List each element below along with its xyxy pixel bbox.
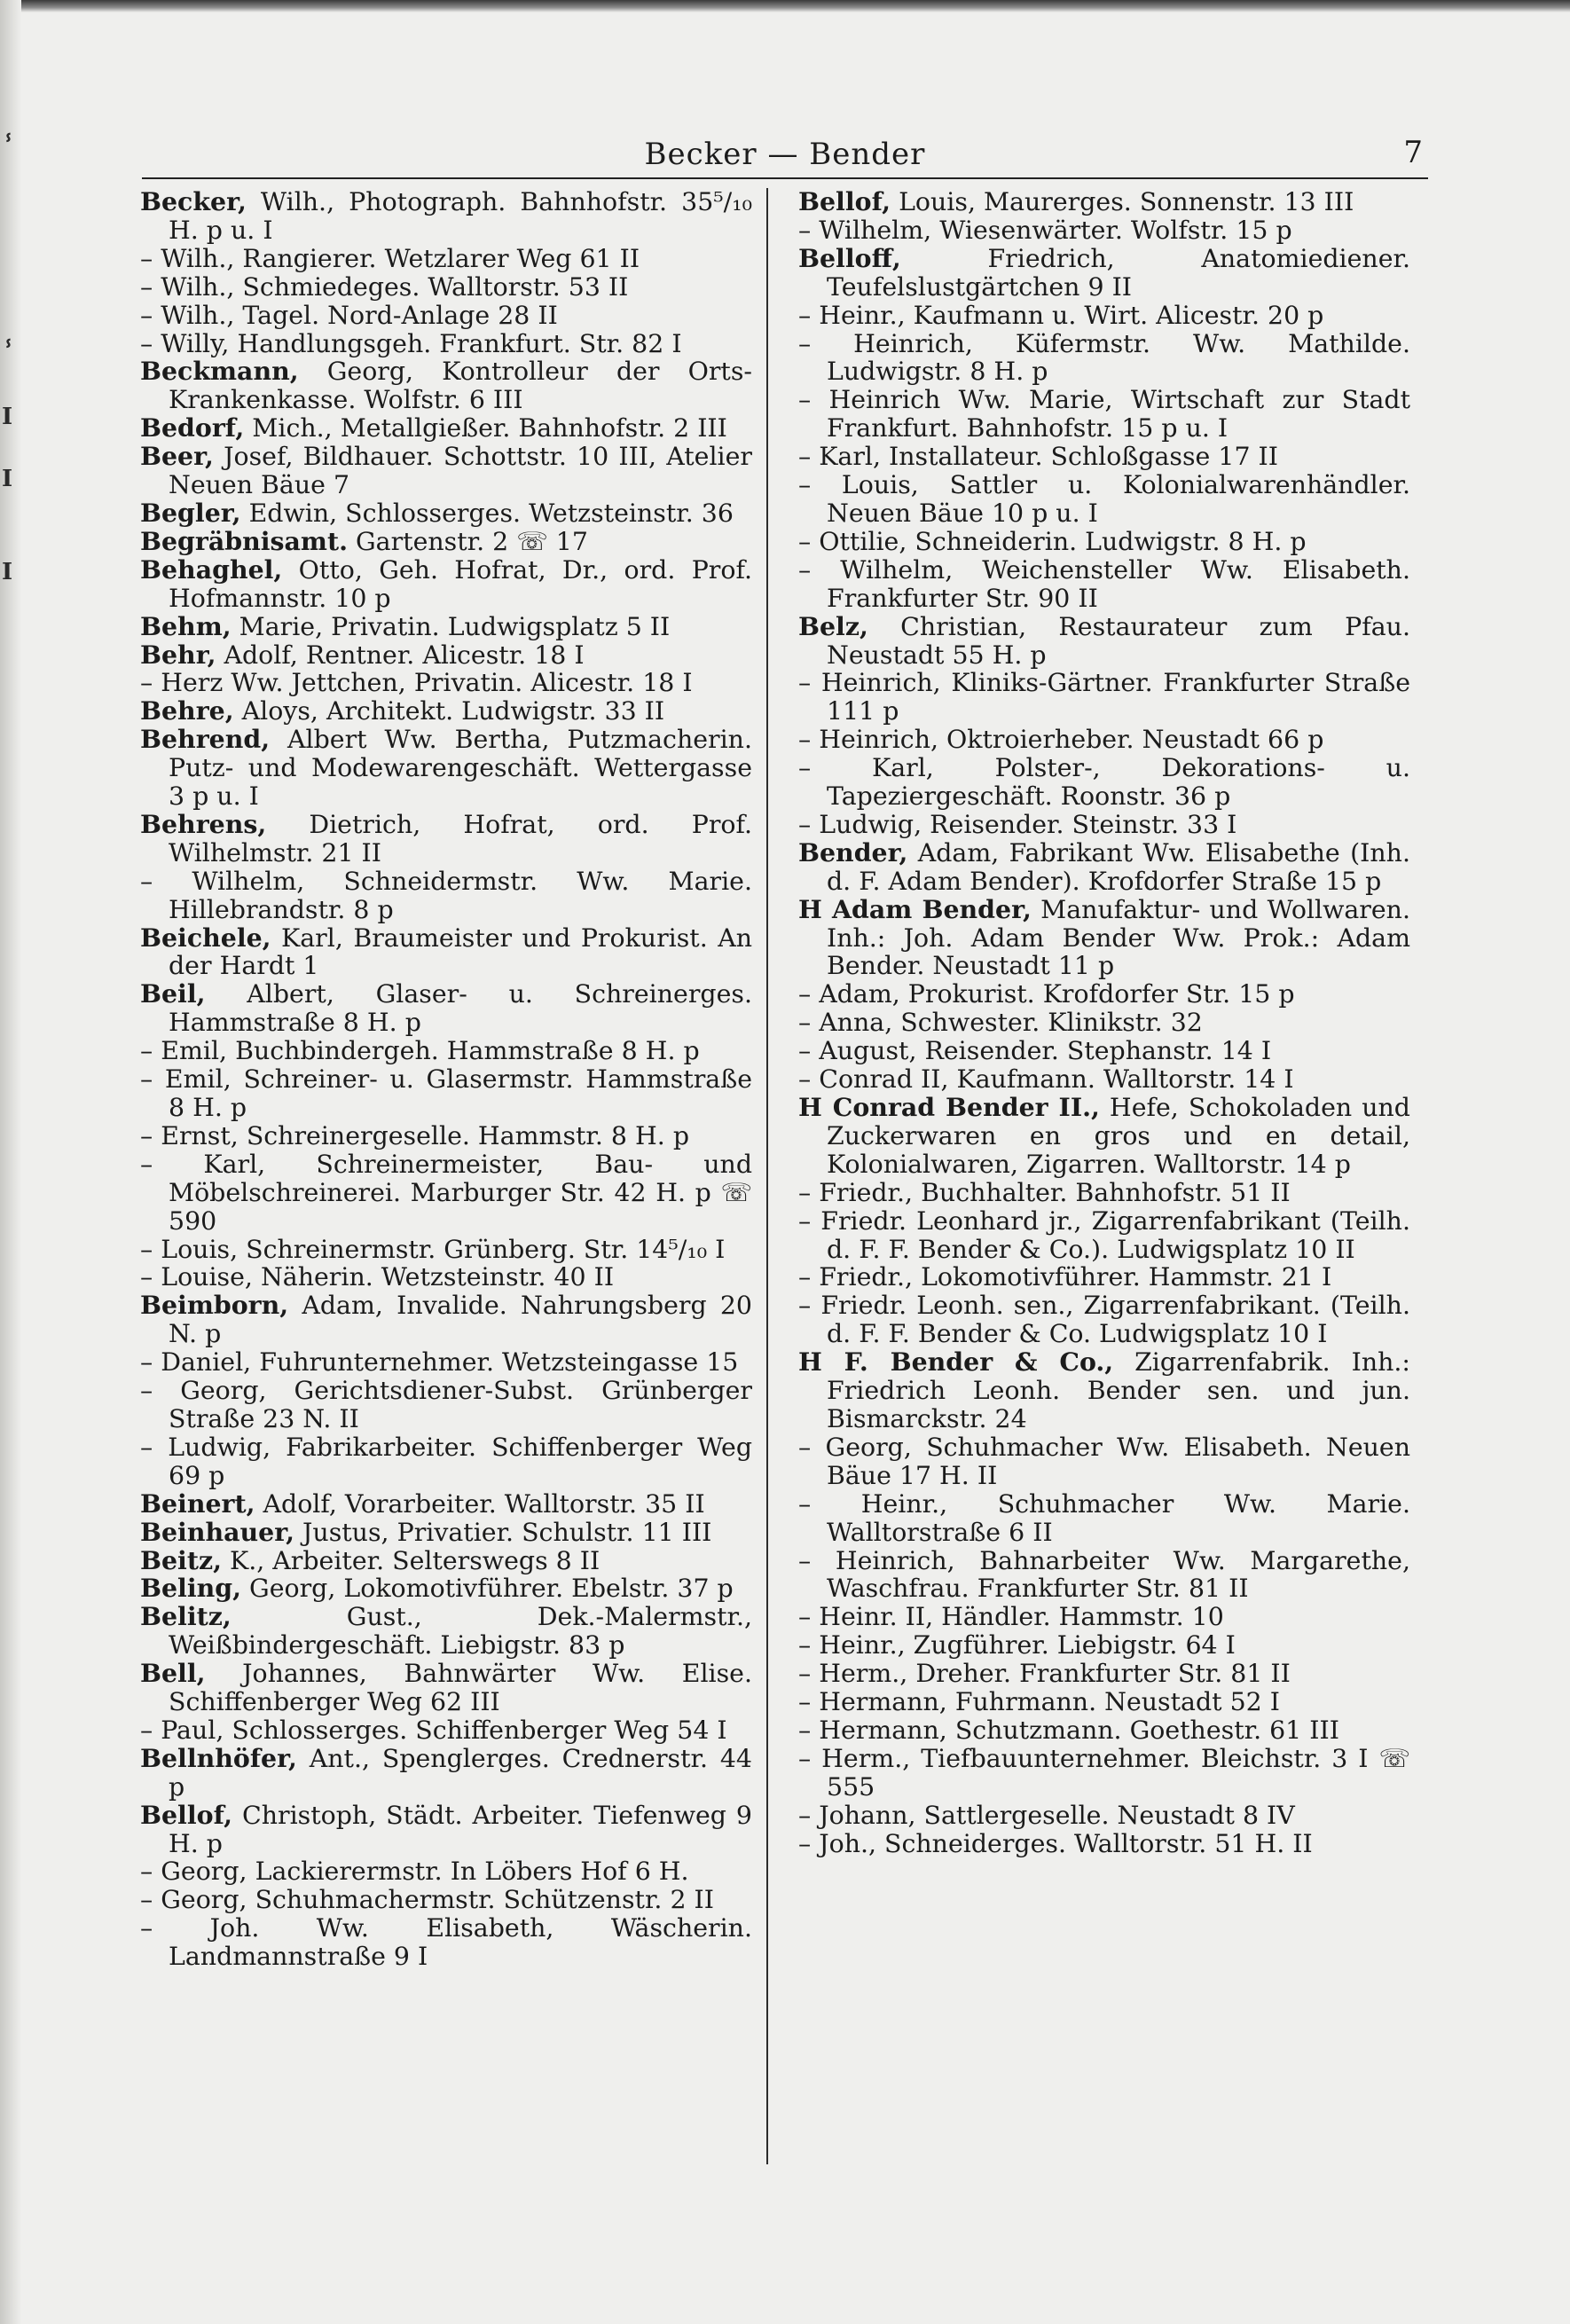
directory-entry: [140, 357, 752, 414]
directory-entry: [798, 1207, 1410, 1264]
directory-entry: [798, 1716, 1410, 1745]
entry-details: – Paul, Schlosserges. Schiffenberger Weg 54 I: [140, 1715, 727, 1745]
entry-details: – Karl, Schreinermeister, Bau- und Möbelschreinerei. Marburger Str. 42 H. p ☏ 590: [140, 1149, 752, 1236]
entry-details: – Herm., Tiefbauunternehmer. Bleichstr. 3 I ☏ 555: [798, 1743, 1410, 1802]
directory-entry: [140, 1857, 752, 1886]
entry-details: – Ernst, Schreinergeselle. Hammstr. 8 H. p: [140, 1120, 690, 1150]
entry-details: Manufaktur- und Wollwaren. Inh.: Joh. Adam Bender Ww. Prok.: Adam Bender. Neustadt 11 p: [827, 894, 1410, 981]
directory-entry: [798, 1660, 1410, 1688]
entry-surname: Begler,: [140, 497, 241, 528]
entry-details: Zigarrenfabrik. Inh.: Friedrich Leonh. Bender sen. und jun. Bismarckstr. 24: [827, 1347, 1410, 1433]
entry-details: – August, Reisender. Stephanstr. 14 I: [798, 1036, 1272, 1066]
entry-surname: Beinhauer,: [140, 1516, 295, 1547]
entry-surname: Behrend,: [140, 724, 271, 755]
entry-details: – Conrad II, Kaufmann. Walltorstr. 14 I: [798, 1064, 1294, 1095]
entry-details: – Heinr. II, Händler. Hammstr. 10: [798, 1602, 1224, 1632]
directory-entry: [798, 1179, 1410, 1207]
entry-details: Johannes, Bahnwärter Ww. Elise. Schiffenberger Weg 62 III: [169, 1659, 752, 1717]
directory-entry: [140, 868, 752, 924]
directory-entry: [140, 1886, 752, 1914]
directory-entry: [798, 1263, 1410, 1292]
entry-surname: H Adam Bender,: [798, 893, 1032, 924]
entry-details: Karl, Braumeister und Prokurist. An der Hardt 1: [169, 923, 752, 981]
directory-entry: [140, 188, 752, 245]
directory-entry: [140, 1742, 752, 1802]
entry-details: – Wilh., Rangierer. Wetzlarer Weg 61 II: [140, 243, 640, 273]
directory-entry: [140, 1377, 752, 1433]
directory-entry: [798, 1292, 1410, 1348]
entry-details: – Friedr. Leonhard jr., Zigarrenfabrikant (Teilh. d. F. F. Bender & Co.). Ludwigsplatz 10 II: [798, 1205, 1410, 1264]
entry-surname: Behaghel,: [140, 554, 283, 585]
left-column: [140, 188, 752, 1971]
entry-surname: H F. Bender & Co.,: [798, 1347, 1114, 1378]
entry-details: Adolf, Rentner. Alicestr. 18 I: [216, 640, 585, 670]
entry-surname: Bellof,: [798, 186, 891, 216]
directory-entry: [798, 980, 1410, 1009]
entry-surname: Bedorf,: [140, 412, 245, 444]
entry-details: – Karl, Installateur. Schloßgasse 17 II: [798, 442, 1278, 472]
entry-surname: Belz,: [798, 610, 868, 641]
directory-entry: [140, 1574, 752, 1603]
edge-mark: ⸯ: [2, 136, 16, 162]
page-number: 7: [1403, 135, 1423, 170]
directory-entry: [798, 893, 1410, 981]
entry-details: Hefe, Schokoladen und Zuckerwaren en gros und en detail, Kolonialwaren, Zigarren. Walltorstr. 14 p: [827, 1093, 1410, 1179]
directory-entry: [798, 528, 1410, 556]
entry-details: – Louis, Sattler u. Kolonialwarenhändler. Neuen Bäue 10 p u. I: [798, 470, 1410, 528]
directory-entry: [140, 697, 752, 726]
directory-entry: [140, 525, 752, 556]
entry-details: – Wilhelm, Schneidermstr. Ww. Marie. Hillebrandstr. 8 p: [140, 866, 752, 924]
entry-details: K., Arbeiter. Selterswegs 8 II: [221, 1545, 601, 1575]
directory-entry: [140, 1292, 752, 1348]
edge-mark: I: [2, 404, 13, 430]
directory-entry: [140, 1799, 752, 1858]
directory-entry: [798, 1745, 1410, 1802]
directory-entry: [140, 1544, 752, 1575]
entry-details: Mich., Metallgießer. Bahnhofstr. 2 III: [244, 413, 727, 444]
entry-surname: Behr,: [140, 639, 216, 670]
directory-entry: [798, 1065, 1410, 1094]
directory-entry: [140, 499, 752, 528]
entry-surname: Beckmann,: [140, 356, 299, 387]
directory-entry: [798, 1603, 1410, 1631]
entry-surname: H Conrad Bender II.,: [798, 1092, 1100, 1122]
directory-entry: [140, 1433, 752, 1490]
entry-details: – Georg, Gerichtsdiener-Subst. Grünberger Straße 23 N. II: [140, 1376, 752, 1433]
directory-entry: [140, 669, 752, 697]
entry-details: Wilh., Photograph. Bahnhofstr. 35⁵/₁₀ H. p u. I: [169, 187, 752, 245]
entry-details: – Heinrich Ww. Marie, Wirtschaft zur Stadt Frankfurt. Bahnhofstr. 15 p u. I: [798, 385, 1410, 444]
entry-surname: Bender,: [798, 836, 908, 868]
directory-entry: [140, 610, 752, 641]
entry-details: – Friedr., Lokomotivführer. Hammstr. 21 I: [798, 1262, 1332, 1292]
directory-entry: [140, 273, 752, 302]
entry-details: – Ludwig, Reisender. Steinstr. 33 I: [798, 809, 1237, 839]
entry-details: – Georg, Lackierermstr. In Löbers Hof 6 H.: [140, 1857, 689, 1887]
entry-details: – Ludwig, Fabrikarbeiter. Schiffenberger Weg 69 p: [140, 1432, 752, 1490]
directory-entry: [140, 1150, 752, 1236]
scan-top-edge: [0, 0, 1570, 12]
entry-details: Louis, Maurerges. Sonnenstr. 13 III: [891, 187, 1354, 216]
directory-entry: [140, 726, 752, 811]
entry-details: Georg, Lokomotivführer. Ebelstr. 37 p: [241, 1574, 734, 1604]
entry-details: – Georg, Schuhmacher Ww. Elisabeth. Neuen Bäue 17 H. II: [798, 1432, 1410, 1490]
entry-details: Albert, Glaser- u. Schreinerges. Hammstraße 8 H. p: [169, 979, 752, 1038]
entry-details: – Wilh., Schmiedeges. Walltorstr. 53 II: [140, 271, 629, 302]
directory-entry: [798, 216, 1410, 245]
directory-entry: [140, 1065, 752, 1122]
entry-details: – Heinrich, Oktroierheber. Neustadt 66 p: [798, 725, 1324, 755]
entry-surname: Beer,: [140, 441, 214, 472]
entry-surname: Beling,: [140, 1573, 242, 1604]
entry-surname: Belloff,: [798, 242, 901, 273]
edge-mark: ⸯ: [2, 342, 16, 368]
entry-details: – Johann, Sattlergeselle. Neustadt 8 IV: [798, 1800, 1295, 1830]
directory-entry: [798, 1490, 1410, 1547]
directory-entry: [140, 641, 752, 670]
edge-mark: I: [2, 466, 13, 492]
entry-details: – Georg, Schuhmachermstr. Schützenstr. 2 II: [140, 1885, 714, 1915]
right-column: [798, 188, 1410, 1857]
entry-details: – Emil, Buchbindergeh. Hammstraße 8 H. p: [140, 1036, 700, 1066]
directory-entry: [140, 1716, 752, 1745]
bleed-through-margin: [2, 0, 20, 2324]
entry-surname: Bellof,: [140, 1799, 233, 1830]
directory-entry: [798, 188, 1410, 216]
directory-entry: [798, 1631, 1410, 1660]
entry-details: – Wilhelm, Weichensteller Ww. Elisabeth. Frankfurter Str. 90 II: [798, 554, 1410, 613]
directory-entry: [140, 1914, 752, 1971]
directory-entry: [798, 242, 1410, 302]
entry-details: – Heinr., Kaufmann u. Wirt. Alicestr. 20 p: [798, 300, 1324, 330]
entry-surname: Behre,: [140, 695, 234, 726]
entry-surname: Begräbnisamt.: [140, 525, 348, 556]
entry-details: Josef, Bildhauer. Schottstr. 10 III, Atelier Neuen Bäue 7: [169, 442, 752, 500]
entry-details: Albert Ww. Bertha, Putzmacherin. Putz- und Modewarengeschäft. Wettergasse 3 p u. I: [169, 725, 752, 812]
entry-surname: Becker,: [140, 186, 247, 216]
directory-entry: [798, 1830, 1410, 1858]
directory-entry: [798, 556, 1410, 613]
directory-entry: [798, 471, 1410, 528]
directory-entry: [140, 1490, 752, 1519]
entry-details: Adam, Fabrikant Ww. Elisabethe (Inh. d. F. Adam Bender). Krofdorfer Straße 15 p: [827, 837, 1410, 896]
directory-entry: [140, 556, 752, 613]
entry-details: – Herz Ww. Jettchen, Privatin. Alicestr. 18 I: [140, 668, 693, 698]
entry-details: – Joh. Ww. Elisabeth, Wäscherin. Landmannstraße 9 I: [140, 1913, 752, 1972]
directory-entry: [798, 1348, 1410, 1433]
directory-entry: [798, 610, 1410, 670]
entry-surname: Beitz,: [140, 1544, 222, 1575]
directory-entry: [798, 754, 1410, 811]
entry-details: Christoph, Städt. Arbeiter. Tiefenweg 9 H. p: [169, 1800, 752, 1858]
entry-details: Justus, Privatier. Schulstr. 11 III: [294, 1517, 712, 1547]
entry-details: Gust., Dek.-Malermstr., Weißbindergeschäft. Liebigstr. 83 p: [169, 1602, 752, 1661]
entry-details: Edwin, Schlosserges. Wetzsteinstr. 36: [240, 498, 734, 528]
entry-details: Adolf, Vorarbeiter. Walltorstr. 35 II: [255, 1488, 705, 1519]
column-divider: [766, 188, 768, 2164]
directory-entry: [798, 1433, 1410, 1490]
entry-details: – Willy, Handlungsgeh. Frankfurt. Str. 82 I: [140, 328, 682, 358]
entry-surname: Belitz,: [140, 1601, 232, 1632]
directory-entry: [140, 1516, 752, 1547]
entry-details: Otto, Geh. Hofrat, Dr., ord. Prof. Hofmannstr. 10 p: [169, 554, 752, 613]
entry-details: – Herm., Dreher. Frankfurter Str. 81 II: [798, 1659, 1291, 1689]
entry-details: Adam, Invalide. Nahrungsberg 20 N. p: [169, 1291, 752, 1349]
page-header: [142, 133, 1428, 179]
entry-details: Aloys, Architekt. Ludwigstr. 33 II: [233, 696, 665, 726]
entry-details: Gartenstr. 2 ☏ 17: [347, 526, 588, 556]
entry-surname: Behrens,: [140, 808, 267, 839]
entry-details: Christian, Restaurateur zum Pfau. Neustadt 55 H. p: [827, 611, 1410, 670]
directory-entry: [140, 1236, 752, 1264]
directory-entry: [140, 1603, 752, 1660]
entry-surname: Bellnhöfer,: [140, 1742, 297, 1773]
entry-details: Friedrich, Anatomiediener. Teufelslustgärtchen 9 II: [827, 243, 1410, 302]
entry-details: – Heinrich, Kliniks-Gärtner. Frankfurter Straße 111 p: [798, 668, 1410, 726]
entry-details: – Adam, Prokurist. Krofdorfer Str. 15 p: [798, 979, 1295, 1009]
entry-details: – Hermann, Fuhrmann. Neustadt 52 I: [798, 1687, 1280, 1717]
entry-details: – Heinr., Schuhmacher Ww. Marie. Walltorstraße 6 II: [798, 1488, 1410, 1547]
entry-details: – Louis, Schreinermstr. Grünberg. Str. 14⁵/₁₀ I: [140, 1234, 726, 1264]
directory-entry: [140, 924, 752, 981]
entry-details: – Wilhelm, Wiesenwärter. Wolfstr. 15 p: [798, 215, 1292, 245]
entry-details: – Wilh., Tagel. Nord-Anlage 28 II: [140, 300, 558, 330]
directory-entry: [140, 302, 752, 330]
running-title: Becker — Bender: [644, 137, 926, 172]
directory-entry: [140, 443, 752, 499]
directory-entry: [798, 443, 1410, 471]
entry-details: – Ottilie, Schneiderin. Ludwigstr. 8 H. p: [798, 526, 1307, 556]
directory-entry: [140, 808, 752, 868]
entry-details: Georg, Kontrolleur der Orts-Krankenkasse. Wolfstr. 6 III: [169, 357, 752, 415]
entry-surname: Beil,: [140, 978, 206, 1009]
directory-entry: [140, 980, 752, 1037]
entry-details: Marie, Privatin. Ludwigsplatz 5 II: [231, 611, 671, 641]
entry-details: – Heinr., Zugführer. Liebigstr. 64 I: [798, 1630, 1236, 1661]
directory-entry: [798, 1802, 1410, 1830]
entry-details: Ant., Spenglerges. Crednerstr. 44 p: [169, 1743, 752, 1802]
directory-entry: [798, 669, 1410, 726]
directory-entry: [140, 1037, 752, 1065]
directory-entry: [798, 302, 1410, 330]
entry-details: – Heinrich, Küfermstr. Ww. Mathilde. Ludwigstr. 8 H. p: [798, 328, 1410, 387]
directory-entry: [798, 726, 1410, 754]
directory-entry: [140, 1348, 752, 1377]
entry-surname: Bell,: [140, 1658, 206, 1689]
directory-entry: [798, 330, 1410, 387]
edge-mark: I: [2, 559, 13, 585]
entry-details: – Daniel, Fuhrunternehmer. Wetzsteingasse 15: [140, 1347, 739, 1378]
entry-details: – Hermann, Schutzmann. Goethestr. 61 III: [798, 1715, 1339, 1745]
directory-entry: [798, 1037, 1410, 1065]
directory-entry: [798, 836, 1410, 896]
directory-entry: [798, 1547, 1410, 1604]
entry-details: – Anna, Schwester. Klinikstr. 32: [798, 1008, 1203, 1038]
entry-details: – Heinrich, Bahnarbeiter Ww. Margarethe, Waschfrau. Frankfurter Str. 81 II: [798, 1545, 1410, 1604]
entry-surname: Behm,: [140, 610, 232, 641]
directory-entry: [140, 1660, 752, 1716]
directory-entry: [140, 1263, 752, 1292]
entry-details: – Joh., Schneiderges. Walltorstr. 51 H. II: [798, 1828, 1313, 1858]
directory-entry: [798, 811, 1410, 839]
entry-details: – Karl, Polster-, Dekorations- u. Tapeziergeschäft. Roonstr. 36 p: [798, 753, 1410, 812]
directory-entry: [798, 1094, 1410, 1179]
entry-details: – Emil, Schreiner- u. Glasermstr. Hammstraße 8 H. p: [140, 1064, 752, 1122]
entry-surname: Beimborn,: [140, 1290, 289, 1321]
directory-entry: [798, 1688, 1410, 1716]
directory-entry: [140, 330, 752, 358]
entry-details: Dietrich, Hofrat, ord. Prof. Wilhelmstr. 21 II: [169, 809, 752, 868]
directory-entry: [140, 1122, 752, 1150]
entry-surname: Beinert,: [140, 1488, 255, 1519]
entry-details: – Louise, Näherin. Wetzsteinstr. 40 II: [140, 1262, 615, 1292]
directory-entry: [798, 1009, 1410, 1037]
directory-entry: [798, 386, 1410, 443]
directory-entry: [140, 245, 752, 273]
directory-entry: [140, 414, 752, 443]
entry-details: – Friedr. Leonh. sen., Zigarrenfabrikant. (Teilh. d. F. F. Bender & Co. Ludwigsplatz 10 I: [798, 1291, 1410, 1349]
entry-surname: Beichele,: [140, 922, 271, 953]
entry-details: – Friedr., Buchhalter. Bahnhofstr. 51 II: [798, 1177, 1291, 1207]
